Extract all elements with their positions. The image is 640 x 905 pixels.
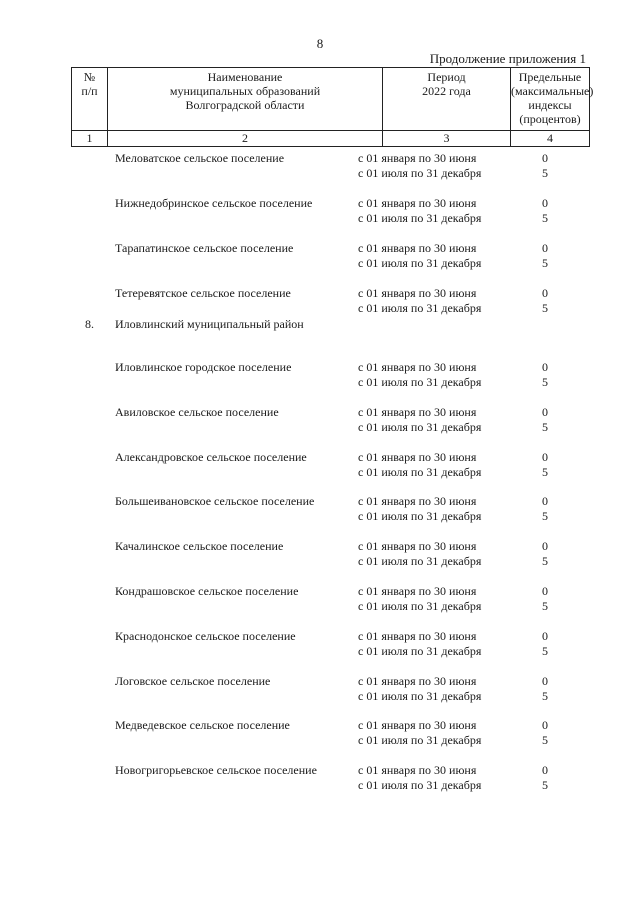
- period-text: с 01 июля по 31 декабря: [358, 509, 482, 524]
- settlement-name: Авиловское сельское поселение: [115, 404, 279, 419]
- index-value: 0: [542, 539, 548, 554]
- index-value: 0: [542, 404, 548, 419]
- index-value: 5: [542, 375, 548, 389]
- period-text: с 01 января по 30 июня: [358, 718, 477, 733]
- district-name: Иловлинский муниципальный район: [115, 317, 304, 331]
- index-value: 5: [542, 643, 548, 658]
- period-text: с 01 января по 30 июня: [358, 539, 477, 554]
- index-value: 5: [542, 301, 548, 315]
- period-text: с 01 января по 30 июня: [358, 241, 477, 255]
- header-row: [71, 67, 594, 131]
- index-value: 0: [542, 628, 548, 643]
- settlement-name: Краснодонское сельское поселение: [115, 628, 296, 643]
- page-number: 8: [316, 36, 324, 51]
- index-value: 5: [542, 778, 548, 793]
- period-text: с 01 января по 30 июня: [358, 286, 477, 300]
- index-value: 0: [542, 763, 548, 778]
- header-name: Наименование муниципальных образований Волгоградской области: [108, 68, 383, 130]
- period-text: с 01 января по 30 июня: [358, 360, 477, 374]
- header-number: № п/п: [71, 68, 108, 130]
- period-text: с 01 января по 30 июня: [358, 673, 477, 688]
- period-text: с 01 июля по 31 декабря: [358, 778, 482, 793]
- period-text: с 01 января по 30 июня: [358, 584, 477, 598]
- period-text: с 01 июля по 31 декабря: [358, 554, 482, 569]
- period-text: с 01 января по 30 июня: [358, 449, 477, 464]
- index-value: 0: [542, 494, 548, 509]
- index-value: 5: [542, 211, 548, 225]
- settlement-name: Медведевское сельское поселение: [115, 718, 290, 733]
- index-value: 5: [542, 733, 548, 748]
- settlement-name: Тетеревятское сельское поселение: [115, 286, 291, 300]
- header-period: Период 2022 года: [383, 68, 511, 130]
- index-value: 5: [542, 256, 548, 270]
- settlement-name: Меловатское сельское поселение: [115, 151, 285, 165]
- index-value: 0: [542, 673, 548, 688]
- period-text: с 01 июля по 31 декабря: [358, 375, 482, 389]
- index-value: 0: [542, 718, 548, 733]
- period-text: с 01 июля по 31 декабря: [358, 643, 482, 658]
- district-number: 8.: [85, 317, 94, 331]
- column-number: 1: [71, 131, 108, 146]
- settlement-name: Логовское сельское поселение: [115, 673, 271, 688]
- period-text: с 01 января по 30 июня: [358, 196, 477, 210]
- index-value: 0: [542, 151, 548, 165]
- header-index: Предельные (максимальные) индексы (процентов): [511, 68, 590, 130]
- period-text: с 01 июля по 31 декабря: [358, 688, 482, 703]
- index-value: 0: [542, 584, 548, 598]
- index-value: 5: [542, 688, 548, 703]
- settlement-name: Александровское сельское поселение: [115, 449, 307, 464]
- index-value: 0: [542, 286, 548, 300]
- settlement-name: Большеивановское сельское поселение: [115, 494, 315, 509]
- index-value: 5: [542, 599, 548, 613]
- settlement-name: Качалинское сельское поселение: [115, 539, 284, 554]
- settlement-name: Новогригорьевское сельское поселение: [115, 763, 317, 778]
- period-text: с 01 июля по 31 декабря: [358, 256, 482, 270]
- column-numbers-row: [71, 131, 590, 147]
- index-value: 5: [542, 166, 548, 180]
- index-value: 5: [542, 419, 548, 434]
- index-value: 0: [542, 449, 548, 464]
- period-text: с 01 января по 30 июня: [358, 763, 477, 778]
- period-text: с 01 июля по 31 декабря: [358, 419, 482, 434]
- column-number: 4: [511, 131, 590, 146]
- index-value: 0: [542, 360, 548, 374]
- continuation-note: Продолжение приложения 1: [429, 51, 586, 66]
- period-text: с 01 июля по 31 декабря: [358, 166, 482, 180]
- period-text: с 01 июля по 31 декабря: [358, 733, 482, 748]
- settlement-name: Кондрашовское сельское поселение: [115, 584, 299, 598]
- period-text: с 01 июля по 31 декабря: [358, 599, 482, 613]
- period-text: с 01 июля по 31 декабря: [358, 464, 482, 479]
- index-value: 0: [542, 241, 548, 255]
- period-text: с 01 января по 30 июня: [358, 494, 477, 509]
- index-value: 5: [542, 464, 548, 479]
- settlement-name: Иловлинское городское поселение: [115, 360, 292, 374]
- period-text: с 01 января по 30 июня: [358, 404, 477, 419]
- settlement-name: Нижнедобринское сельское поселение: [115, 196, 313, 210]
- index-value: 5: [542, 554, 548, 569]
- index-value: 5: [542, 509, 548, 524]
- index-value: 0: [542, 196, 548, 210]
- period-text: с 01 июля по 31 декабря: [358, 301, 482, 315]
- column-number: 2: [108, 131, 383, 146]
- table-header: [71, 67, 594, 147]
- period-text: с 01 января по 30 июня: [358, 151, 477, 165]
- column-number: 3: [383, 131, 511, 146]
- settlement-name: Тарапатинское сельское поселение: [115, 241, 294, 255]
- period-text: с 01 июля по 31 декабря: [358, 211, 482, 225]
- period-text: с 01 января по 30 июня: [358, 628, 477, 643]
